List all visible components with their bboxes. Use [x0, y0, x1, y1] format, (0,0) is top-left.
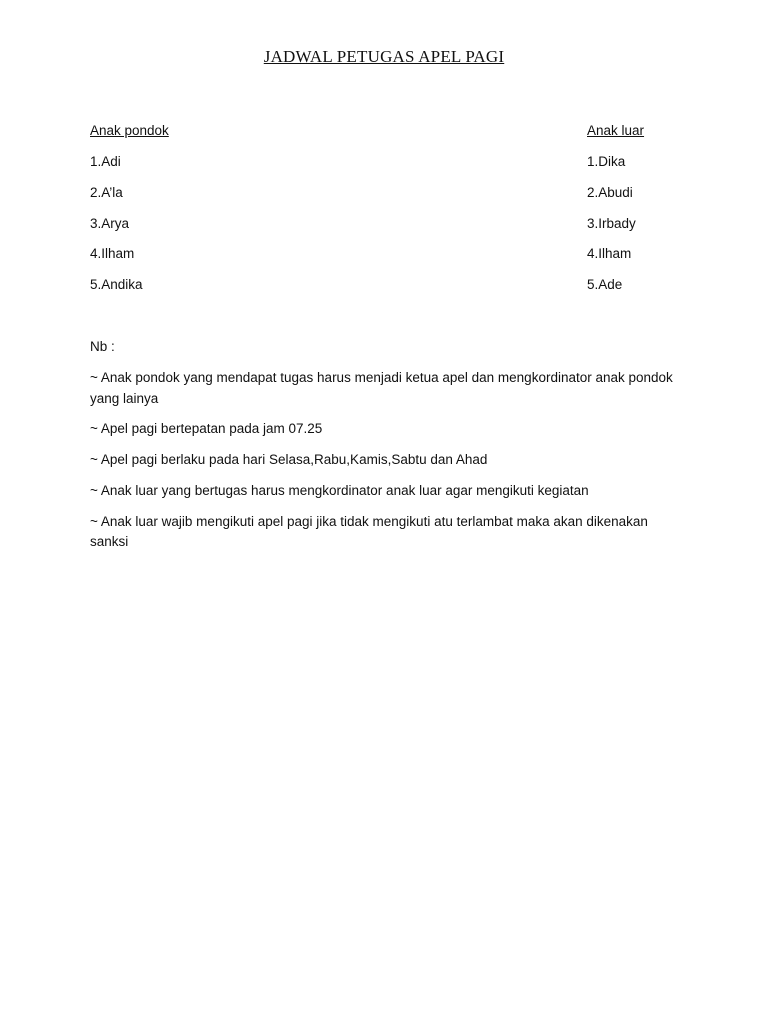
list-item: 3.Irbady	[587, 215, 636, 231]
document-title: JADWAL PETUGAS APEL PAGI	[263, 47, 505, 66]
list-item: 4.Ilham	[587, 246, 632, 262]
note-item: ~ Anak luar yang bertugas harus mengkordinator anak luar agar mengikuti kegiatan	[90, 482, 589, 498]
note-item: ~ Apel pagi berlaku pada hari Selasa,Rabu,Kamis,Sabtu dan Ahad	[90, 452, 488, 468]
list-item: 2.Abudi	[587, 184, 633, 200]
notes-section	[90, 337, 680, 563]
list-item: 3.Arya	[90, 215, 130, 231]
notes-label: Nb :	[90, 339, 115, 354]
anak-pondok-heading: Anak pondok	[90, 123, 169, 138]
list-item: 4.Ilham	[90, 246, 135, 262]
anak-pondok-list	[90, 122, 169, 307]
note-item: ~ Anak luar wajib mengikuti apel pagi jika tidak mengikuti atu terlambat maka akan dikenakan sanksi	[90, 513, 648, 550]
anak-luar-heading: Anak luar	[587, 123, 645, 138]
note-item: ~ Apel pagi bertepatan pada jam 07.25	[90, 421, 323, 437]
list-item: 2.A’la	[90, 184, 123, 200]
list-item: 5.Ade	[587, 277, 623, 293]
list-item: 5.Andika	[90, 277, 143, 293]
note-item: ~ Anak pondok yang mendapat tugas harus menjadi ketua apel dan mengkordinator anak pondok yang lainya	[90, 370, 673, 406]
list-item: 1.Dika	[587, 154, 626, 169]
list-item: 1.Adi	[90, 154, 121, 169]
anak-luar-list	[587, 122, 644, 307]
